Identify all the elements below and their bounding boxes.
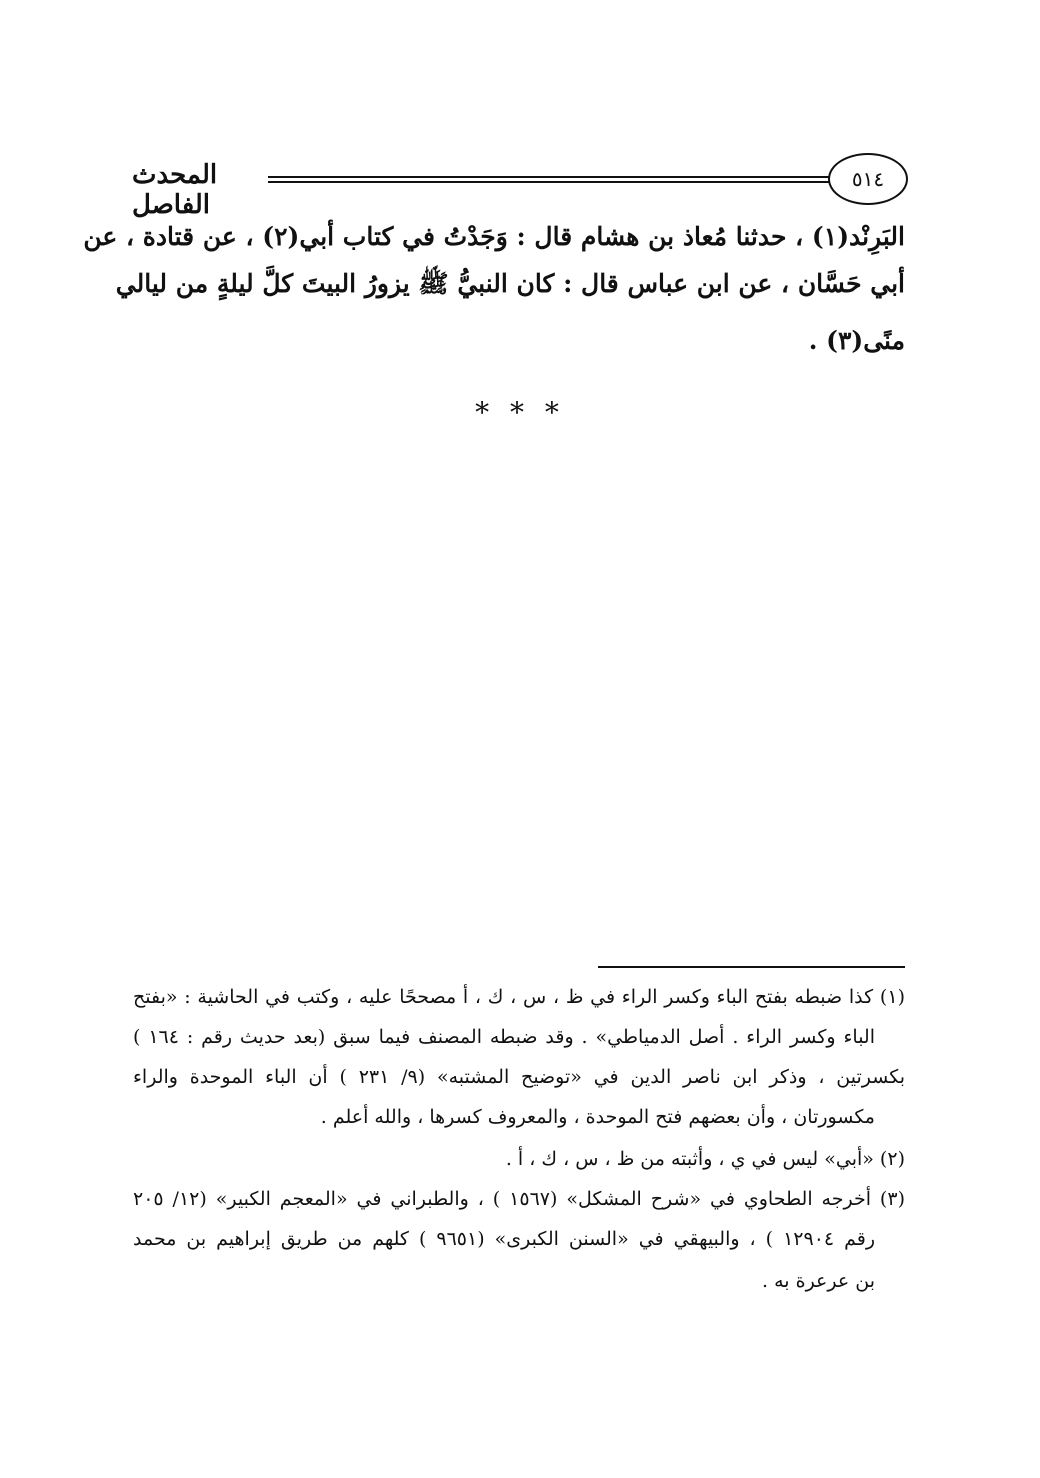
footnote-line: (٢) «أبي» ليس في ي ، وأثبته من ظ ، س ، ك ، أ . bbox=[505, 1148, 905, 1170]
body-line: منًى(٣) . bbox=[808, 326, 905, 355]
footnote-line: (١) كذا ضبطه بفتح الباء وكسر الراء في ظ ، س ، ك ، أ مصححًا عليه ، وكتب في الحاشية : «بفتح bbox=[133, 986, 905, 1008]
body-line: أبي حَسَّان ، عن ابن عباس قال : كان النبيُّ ﷺ يزورُ البيتَ كلَّ ليلةٍ من ليالي bbox=[115, 269, 905, 298]
footnote-line: رقم ١٢٩٠٤ ) ، والبيهقي في «السنن الكبرى» (٩٦٥١ ) كلهم من طريق إبراهيم بن محمد bbox=[133, 1228, 876, 1250]
running-header-title: المحدث الفاصل bbox=[132, 160, 218, 220]
section-separator-stars: * * * bbox=[475, 396, 565, 429]
footnote-line: الباء وكسر الراء . أصل الدمياطي» . وقد ضبطه المصنف فيما سبق (بعد حديث رقم : ١٦٤ ) bbox=[133, 1026, 876, 1048]
header-double-rule bbox=[268, 176, 830, 183]
body-line: البَرِنْد(١) ، حدثنا مُعاذ بن هشام قال : وَجَدْتُ في كتاب أبي(٢) ، عن قتادة ، عن bbox=[83, 222, 905, 251]
footnote-line: مكسورتان ، وأن بعضهم فتح الموحدة ، والمعروف كسرها ، والله أعلم . bbox=[320, 1106, 875, 1128]
footnote-line: بن عرعرة به . bbox=[762, 1270, 875, 1292]
page-number: ٥١٤ bbox=[828, 153, 908, 205]
footnote-line: (٣) أخرجه الطحاوي في «شرح المشكل» (١٥٦٧ ) ، والطبراني في «المعجم الكبير» (١٢/ ٢٠٥ bbox=[133, 1188, 905, 1210]
footnote-line: بكسرتين ، وذكر ابن ناصر الدين في «توضيح المشتبه» (٩/ ٢٣١ ) أن الباء الموحدة والراء bbox=[133, 1066, 905, 1088]
footnote-rule bbox=[598, 966, 905, 968]
